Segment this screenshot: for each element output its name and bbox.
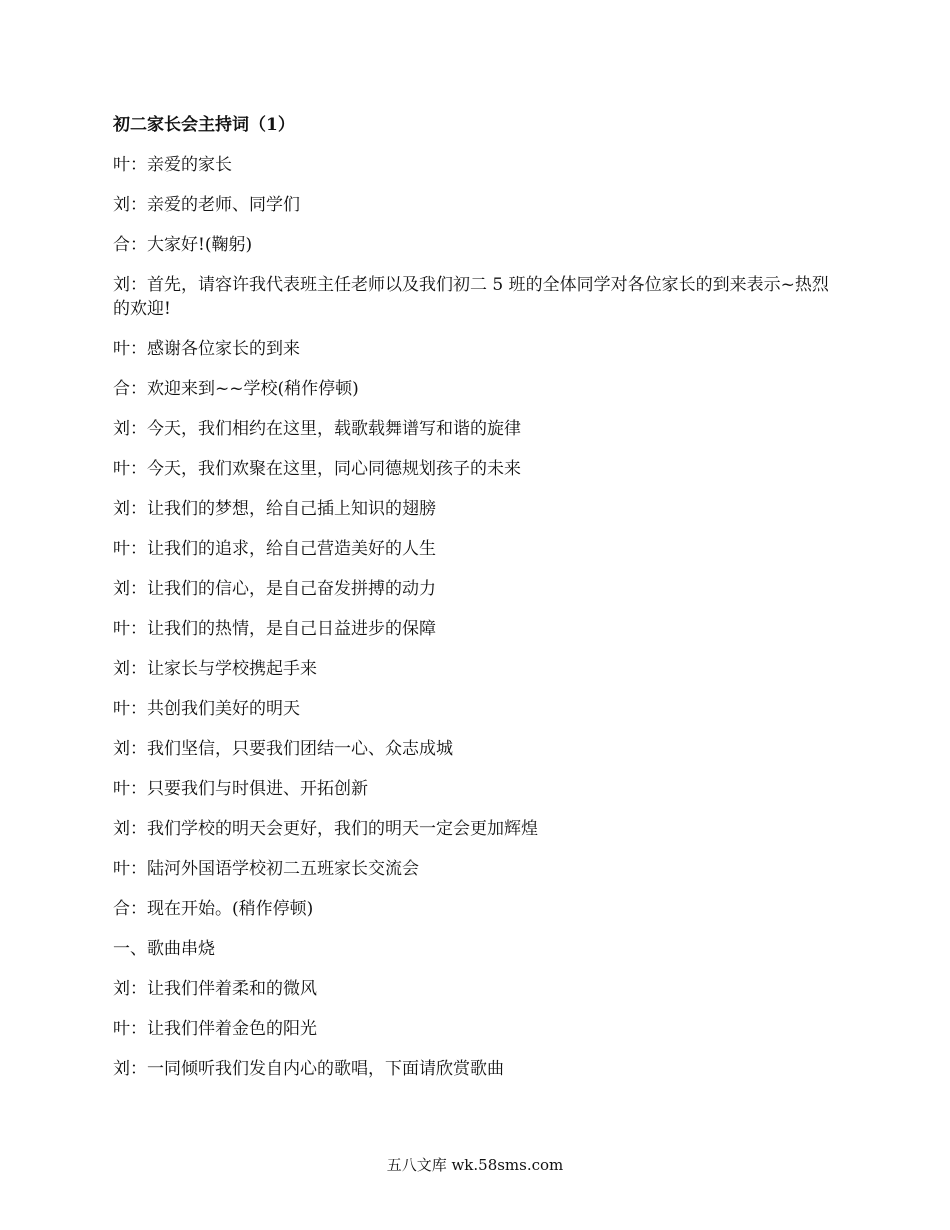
script-line: 刘：让我们伴着柔和的微风: [113, 979, 317, 999]
script-line: 刘：让家长与学校携起手来: [113, 659, 317, 679]
script-line: 合：欢迎来到~~学校(稍作停顿): [113, 379, 359, 399]
script-line: 叶：让我们的追求，给自己营造美好的人生: [113, 539, 436, 559]
section-heading: 一、歌曲串烧: [113, 939, 215, 959]
script-line: 刘：今天，我们相约在这里，载歌载舞谱写和谐的旋律: [113, 419, 521, 439]
script-line: 刘：让我们的梦想，给自己插上知识的翅膀: [113, 499, 436, 519]
script-line: 合：大家好!(鞠躬): [113, 235, 253, 255]
script-line: 叶：感谢各位家长的到来: [113, 339, 300, 359]
script-line: 叶：亲爱的家长: [113, 155, 232, 175]
script-line: 叶：今天，我们欢聚在这里，同心同德规划孩子的未来: [113, 459, 521, 479]
script-line: 叶：让我们的热情，是自己日益进步的保障: [113, 619, 436, 639]
footer-watermark: 五八文库 wk.58sms.com: [386, 1156, 564, 1174]
script-line: 刘：亲爱的老师、同学们: [113, 195, 300, 215]
script-line: 刘：一同倾听我们发自内心的歌唱，下面请欣赏歌曲: [113, 1059, 504, 1079]
script-line: 刘：我们坚信，只要我们团结一心、众志成城: [113, 739, 453, 759]
script-line: 刘：首先，请容许我代表班主任老师以及我们初二 5 班的全体同学对各位家长的到来表示~热烈的欢迎!: [113, 275, 829, 319]
script-line: 合：现在开始。(稍作停顿): [113, 899, 314, 919]
script-line: 刘：我们学校的明天会更好，我们的明天一定会更加辉煌: [113, 819, 538, 839]
script-line: 叶：陆河外国语学校初二五班家长交流会: [113, 859, 419, 879]
script-line: 叶：只要我们与时俱进、开拓创新: [113, 779, 368, 799]
document-title: 初二家长会主持词（1）: [113, 115, 295, 135]
script-line: 叶：共创我们美好的明天: [113, 699, 300, 719]
script-line: 刘：让我们的信心，是自己奋发拼搏的动力: [113, 579, 436, 599]
script-lines: [113, 153, 843, 1097]
script-line: 叶：让我们伴着金色的阳光: [113, 1019, 317, 1039]
